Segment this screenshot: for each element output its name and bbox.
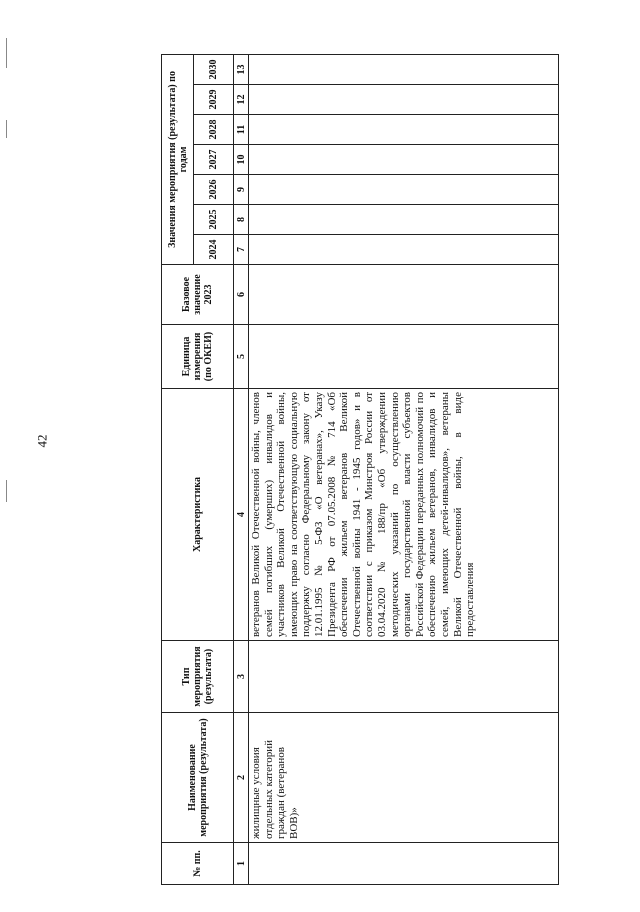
column-number: 7: [234, 235, 249, 265]
column-number: 1: [234, 843, 249, 885]
column-number-row: [234, 54, 249, 884]
header-year: 2030: [194, 54, 234, 84]
row-value-cell: [249, 85, 559, 115]
column-number: 9: [234, 175, 249, 205]
row-description-cell: ветеранов Великой Отечественной войны, членов семей погибших (умерших) инвалидов и участников Великой Отечественной войны, имеющих право на соответствующую социальную поддержку согласно Федеральному закону от 12.01.1995 № 5-ФЗ «О ветеранах», Указу Президента РФ от 07.05.2008 № 714 «Об обеспечении жильем ветеранов Великой Отечественной войны 1941 - 1945 годов» и в соответствии с приказом Минстроя России от 03.04.2020 № 188/пр «Об утверждении методических указаний по осуществлению органами государственной власти субъектов Российской Федерации переданных полномочий по обеспечению жильем ветеранов, инвалидов и семей, имеющих детей-инвалидов», ветераны Великой Отечественной войны, в виде предоставления: [249, 389, 559, 641]
column-number: 11: [234, 115, 249, 145]
row-no-cell: [249, 843, 559, 885]
header-name: Наименование мероприятия (результата): [162, 713, 234, 843]
column-number: 5: [234, 325, 249, 389]
column-number: 13: [234, 54, 249, 84]
row-value-cell: [249, 54, 559, 84]
header-year: 2024: [194, 235, 234, 265]
header-values-group: Значения мероприятия (результата) по годам: [162, 54, 194, 264]
header-unit: Единица измерения (по ОКЕИ): [162, 325, 234, 389]
row-value-cell: [249, 235, 559, 265]
row-unit-cell: [249, 325, 559, 389]
column-number: 12: [234, 85, 249, 115]
column-number: 8: [234, 205, 249, 235]
header-description: Характеристика: [162, 389, 234, 641]
measures-table: [161, 54, 559, 885]
scan-mark: [6, 120, 7, 138]
page-number: 42: [34, 434, 50, 448]
rotated-table-container: [161, 55, 583, 885]
row-value-cell: [249, 205, 559, 235]
row-value-cell: [249, 115, 559, 145]
header-year: 2027: [194, 145, 234, 175]
column-number: 4: [234, 389, 249, 641]
column-number: 2: [234, 713, 249, 843]
column-number: 6: [234, 265, 249, 325]
row-baseline-cell: [249, 265, 559, 325]
row-type-cell: [249, 641, 559, 713]
row-value-cell: [249, 175, 559, 205]
scan-mark: [6, 480, 7, 502]
header-year: 2025: [194, 205, 234, 235]
header-type: Тип мероприятия (результата): [162, 641, 234, 713]
column-number: 10: [234, 145, 249, 175]
header-year: 2028: [194, 115, 234, 145]
row-value-cell: [249, 145, 559, 175]
scan-mark: [6, 38, 7, 68]
table-row: [249, 54, 559, 884]
header-year: 2026: [194, 175, 234, 205]
header-baseline: Базовое значение 2023: [162, 265, 234, 325]
column-number: 3: [234, 641, 249, 713]
header-year: 2029: [194, 85, 234, 115]
header-no: № пп.: [162, 843, 234, 885]
row-name-cell: жилищные условия отдельных категорий граждан (ветеранов ВОВ)»: [249, 713, 559, 843]
